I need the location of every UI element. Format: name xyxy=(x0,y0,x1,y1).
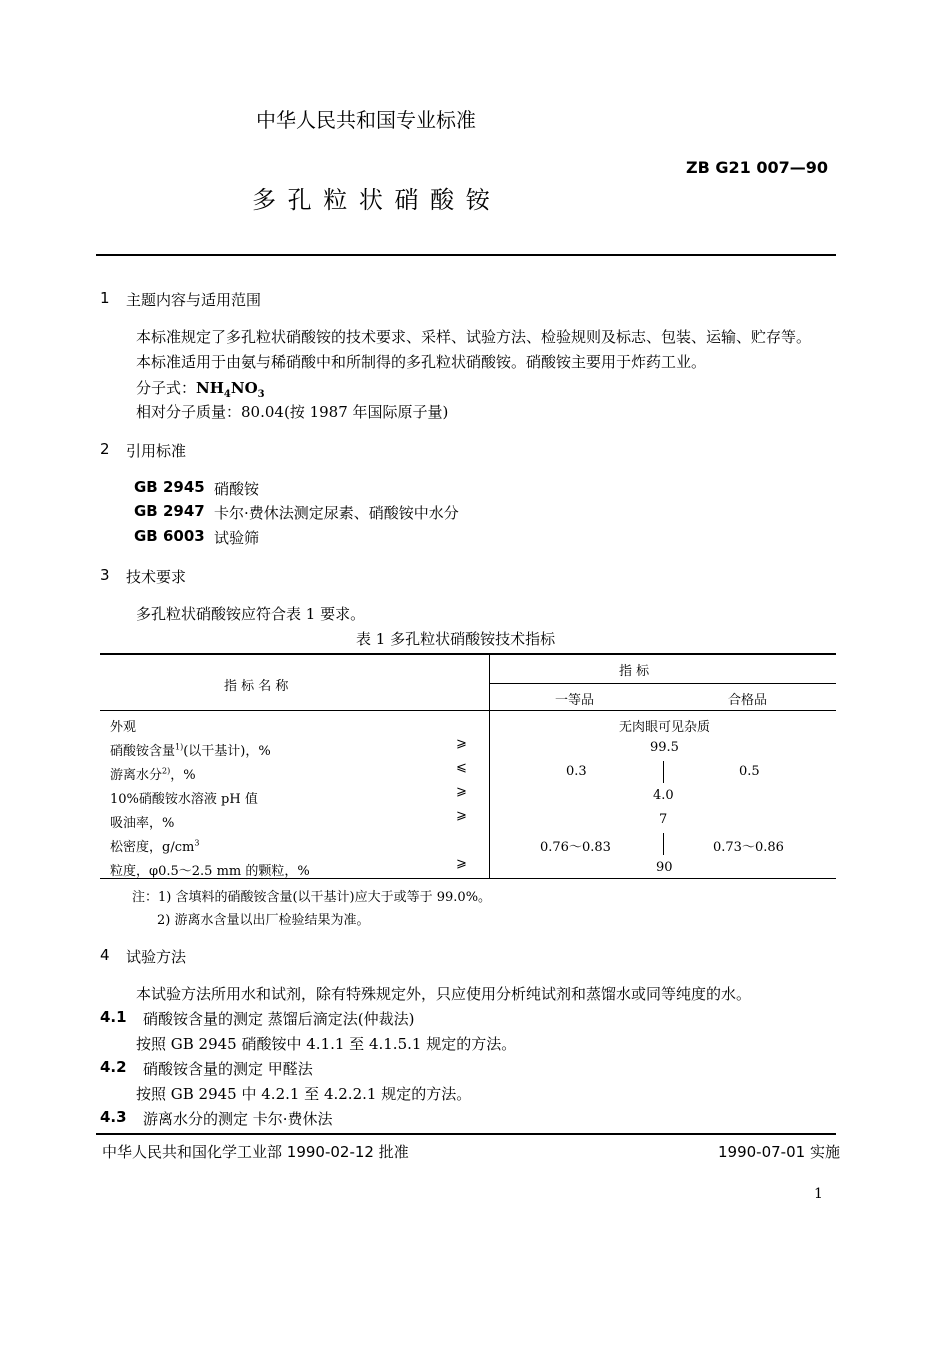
formula-label: 分子式： xyxy=(136,379,197,397)
section-4-heading: 试验方法 xyxy=(126,948,187,966)
table-head-grade1: 一等品 xyxy=(555,693,595,708)
row-nitrate-unit: (以干基计)，% xyxy=(183,744,271,759)
row-ph-name: 10%硝酸铵水溶液 pH 值 xyxy=(110,792,258,807)
section-1-paragraph-2: 本标准适用于由氨与稀硝酸中和所制得的多孔粒状硝酸铵。硝酸铵主要用于炸药工业。 xyxy=(136,353,707,371)
formula-sub-4: 4 xyxy=(223,389,231,400)
section-2-number: 2 xyxy=(100,440,110,458)
ref-code-1: GB 2945 xyxy=(134,478,205,496)
section-4-number: 4 xyxy=(100,946,110,964)
section-4-3-title: 游离水分的测定 卡尔·费休法 xyxy=(143,1110,333,1128)
table-vertical-rule xyxy=(489,653,490,879)
row-ph-value: 4.0 xyxy=(653,788,674,803)
section-1-paragraph-1: 本标准规定了多孔粒状硝酸铵的技术要求、采样、试验方法、检验规则及标志、包装、运输、贮存等。 xyxy=(136,328,812,346)
row-water-unit: ，% xyxy=(170,768,196,783)
formula-nh: NH xyxy=(196,379,224,397)
section-4-1-body: 按照 GB 2945 硝酸铵中 4.1.1 至 4.1.5.1 规定的方法。 xyxy=(136,1035,517,1053)
molecular-formula xyxy=(136,377,265,400)
row-water-label: 游离水分 xyxy=(110,768,163,783)
row-density-label: 松密度，g/cm xyxy=(110,840,195,855)
row-nitrate-sym: ⩾ xyxy=(456,736,467,751)
row-density-value-2: 0.73～0.86 xyxy=(713,840,784,855)
standard-code: ZB G21 007—90 xyxy=(686,158,828,177)
ref-code-2: GB 2947 xyxy=(134,502,205,520)
ref-name-1: 硝酸铵 xyxy=(214,480,260,498)
section-4-paragraph: 本试验方法所用水和试剂，除有特殊规定外，只应使用分析纯试剂和蒸馏水或同等纯度的水。 xyxy=(136,985,752,1003)
page-number: 1 xyxy=(814,1186,823,1202)
row-density-value-1: 0.76～0.83 xyxy=(540,840,611,855)
table-head-grade2: 合格品 xyxy=(728,693,768,708)
spec-table xyxy=(100,653,836,879)
ref-name-3: 试验筛 xyxy=(214,529,260,547)
section-2-heading: 引用标准 xyxy=(126,442,187,460)
row-oil-sym: ⩾ xyxy=(456,808,467,823)
relative-molecular-mass: 相对分子质量：80.04(按 1987 年国际原子量) xyxy=(136,403,449,421)
row-oil-value: 7 xyxy=(659,812,668,827)
formula-sub-3: 3 xyxy=(257,389,265,400)
row-water-footnote: 2) xyxy=(162,766,171,776)
table-note-2: 2) 游离水含量以出厂检验结果为准。 xyxy=(157,913,370,928)
standard-org: 中华人民共和国专业标准 xyxy=(256,108,476,132)
row-appearance-name: 外观 xyxy=(110,720,137,735)
row-water-divider xyxy=(663,761,664,783)
section-1-number: 1 xyxy=(100,289,110,307)
row-nitrate-name xyxy=(110,740,271,759)
row-size-sym: ⩾ xyxy=(456,856,467,871)
section-4-2-title: 硝酸铵含量的测定 甲醛法 xyxy=(143,1060,313,1078)
section-4-1-number: 4.1 xyxy=(100,1008,127,1026)
document-title: 多 孔 粒 状 硝 酸 铵 xyxy=(252,186,492,214)
row-density-name xyxy=(110,836,199,855)
row-water-value-2: 0.5 xyxy=(739,764,760,779)
table-subheader-rule xyxy=(489,683,836,684)
row-water-sym: ⩽ xyxy=(456,760,467,775)
ref-code-3: GB 6003 xyxy=(134,527,205,545)
row-nitrate-label: 硝酸铵含量 xyxy=(110,744,176,759)
approval-line: 中华人民共和国化学工业部 1990-02-12 批准 xyxy=(102,1143,409,1161)
table-header-rule xyxy=(100,710,836,711)
footer-rule xyxy=(96,1133,836,1135)
table-top-rule xyxy=(100,653,836,655)
row-water-name xyxy=(110,764,196,783)
section-4-2-number: 4.2 xyxy=(100,1058,127,1076)
table-head-index: 指 标 xyxy=(619,664,650,679)
row-appearance-value: 无肉眼可见杂质 xyxy=(619,720,711,735)
row-nitrate-footnote: 1) xyxy=(175,742,184,752)
section-4-3-number: 4.3 xyxy=(100,1108,127,1126)
table-note-1: 注：1) 含填料的硝酸铵含量(以干基计)应大于或等于 99.0%。 xyxy=(132,890,492,905)
section-4-1-title: 硝酸铵含量的测定 蒸馏后滴定法(仲裁法) xyxy=(143,1010,415,1028)
section-4-2-body: 按照 GB 2945 中 4.2.1 至 4.2.2.1 规定的方法。 xyxy=(136,1085,472,1103)
implementation-date: 1990-07-01 实施 xyxy=(718,1143,840,1161)
table-title: 表 1 多孔粒状硝酸铵技术指标 xyxy=(356,630,556,648)
row-water-value-1: 0.3 xyxy=(566,764,587,779)
row-density-exponent: 3 xyxy=(194,838,200,848)
header-rule xyxy=(96,254,836,256)
section-3-heading: 技术要求 xyxy=(126,568,187,586)
row-nitrate-value: 99.5 xyxy=(650,740,679,755)
row-size-value: 90 xyxy=(656,860,673,875)
section-1-heading: 主题内容与适用范围 xyxy=(126,291,262,309)
row-oil-name: 吸油率，% xyxy=(110,816,175,831)
row-density-divider xyxy=(663,833,664,855)
section-3-paragraph: 多孔粒状硝酸铵应符合表 1 要求。 xyxy=(136,605,366,623)
table-head-name: 指 标 名 称 xyxy=(224,679,289,694)
section-3-number: 3 xyxy=(100,566,110,584)
row-ph-sym: ⩾ xyxy=(456,784,467,799)
formula-no: NO xyxy=(230,379,258,397)
row-size-name: 粒度，φ0.5～2.5 mm 的颗粒，% xyxy=(110,864,310,879)
ref-name-2: 卡尔·费休法测定尿素、硝酸铵中水分 xyxy=(214,504,459,522)
